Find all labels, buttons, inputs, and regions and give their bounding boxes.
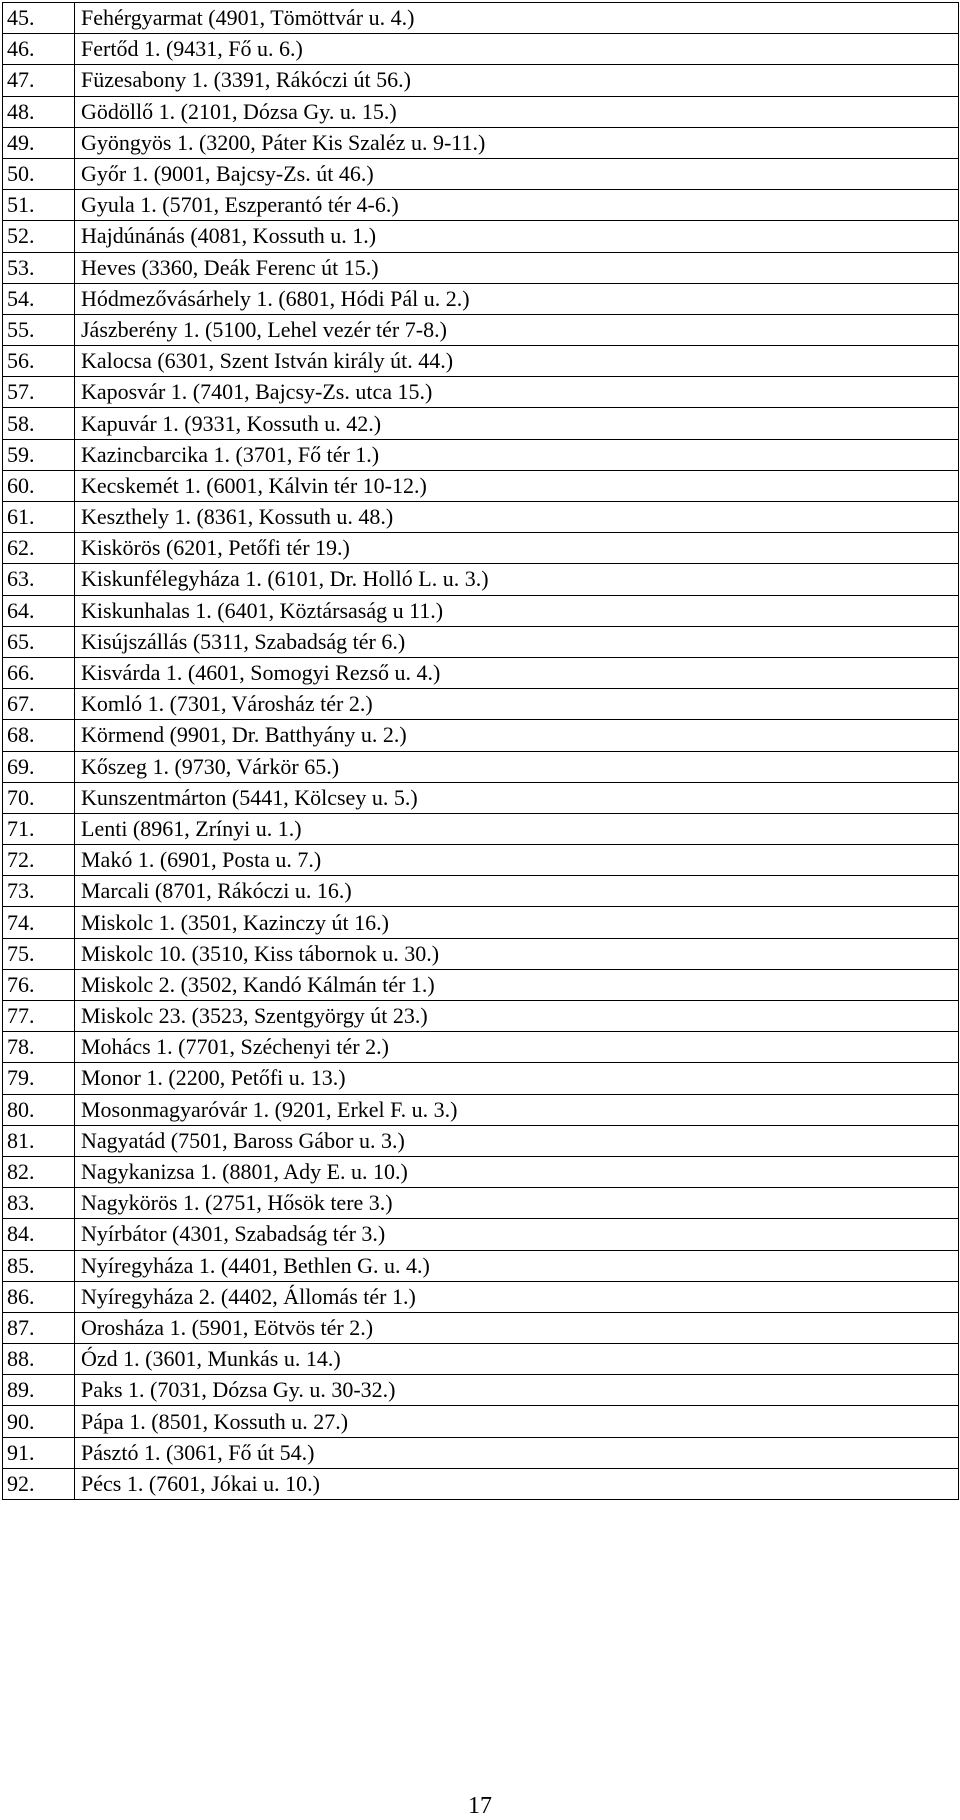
row-address: Orosháza 1. (5901, Eötvös tér 2.): [75, 1312, 959, 1343]
row-address: Kiskunfélegyháza 1. (6101, Dr. Holló L. u. 3.): [75, 564, 959, 595]
row-number: 89.: [3, 1375, 75, 1406]
row-address: Győr 1. (9001, Bajcsy-Zs. út 46.): [75, 158, 959, 189]
row-address: Nyírbátor (4301, Szabadság tér 3.): [75, 1219, 959, 1250]
row-address: Monor 1. (2200, Petőfi u. 13.): [75, 1063, 959, 1094]
row-address: Kiskunhalas 1. (6401, Köztársaság u 11.): [75, 595, 959, 626]
row-number: 45.: [3, 3, 75, 34]
row-number: 63.: [3, 564, 75, 595]
row-address: Kőszeg 1. (9730, Várkör 65.): [75, 751, 959, 782]
table-row: [3, 969, 959, 1000]
row-address: Keszthely 1. (8361, Kossuth u. 48.): [75, 502, 959, 533]
row-number: 65.: [3, 626, 75, 657]
row-address: Nagykanizsa 1. (8801, Ady E. u. 10.): [75, 1156, 959, 1187]
row-number: 87.: [3, 1312, 75, 1343]
row-address: Körmend (9901, Dr. Batthyány u. 2.): [75, 720, 959, 751]
table-row: [3, 3, 959, 34]
address-table-body: [3, 3, 959, 1500]
row-address: Heves (3360, Deák Ferenc út 15.): [75, 252, 959, 283]
row-address: Gyula 1. (5701, Eszperantó tér 4-6.): [75, 190, 959, 221]
row-number: 85.: [3, 1250, 75, 1281]
row-number: 82.: [3, 1156, 75, 1187]
row-address: Lenti (8961, Zrínyi u. 1.): [75, 813, 959, 844]
row-number: 68.: [3, 720, 75, 751]
row-address: Jászberény 1. (5100, Lehel vezér tér 7-8.): [75, 314, 959, 345]
row-address: Mohács 1. (7701, Széchenyi tér 2.): [75, 1032, 959, 1063]
table-row: [3, 502, 959, 533]
row-number: 75.: [3, 938, 75, 969]
row-number: 78.: [3, 1032, 75, 1063]
row-address: Miskolc 1. (3501, Kazinczy út 16.): [75, 907, 959, 938]
table-row: [3, 689, 959, 720]
table-row: [3, 657, 959, 688]
row-number: 76.: [3, 969, 75, 1000]
row-number: 92.: [3, 1468, 75, 1499]
row-number: 72.: [3, 845, 75, 876]
table-row: [3, 626, 959, 657]
row-address: Füzesabony 1. (3391, Rákóczi út 56.): [75, 65, 959, 96]
row-address: Hódmezővásárhely 1. (6801, Hódi Pál u. 2.): [75, 283, 959, 314]
row-address: Kazincbarcika 1. (3701, Fő tér 1.): [75, 439, 959, 470]
row-address: Fehérgyarmat (4901, Tömöttvár u. 4.): [75, 3, 959, 34]
row-address: Kisvárda 1. (4601, Somogyi Rezső u. 4.): [75, 657, 959, 688]
table-row: [3, 408, 959, 439]
row-number: 71.: [3, 813, 75, 844]
row-address: Kalocsa (6301, Szent István király út. 44.): [75, 346, 959, 377]
row-address: Makó 1. (6901, Posta u. 7.): [75, 845, 959, 876]
row-number: 77.: [3, 1001, 75, 1032]
table-row: [3, 1001, 959, 1032]
row-number: 74.: [3, 907, 75, 938]
table-row: [3, 1344, 959, 1375]
row-address: Gyöngyös 1. (3200, Páter Kis Szaléz u. 9-11.): [75, 127, 959, 158]
row-address: Pápa 1. (8501, Kossuth u. 27.): [75, 1406, 959, 1437]
row-number: 46.: [3, 34, 75, 65]
row-number: 70.: [3, 782, 75, 813]
row-address: Paks 1. (7031, Dózsa Gy. u. 30-32.): [75, 1375, 959, 1406]
row-number: 57.: [3, 377, 75, 408]
table-row: [3, 34, 959, 65]
row-number: 59.: [3, 439, 75, 470]
row-number: 90.: [3, 1406, 75, 1437]
row-number: 86.: [3, 1281, 75, 1312]
row-address: Hajdúnánás (4081, Kossuth u. 1.): [75, 221, 959, 252]
row-number: 66.: [3, 657, 75, 688]
row-address: Fertőd 1. (9431, Fő u. 6.): [75, 34, 959, 65]
row-number: 52.: [3, 221, 75, 252]
table-row: [3, 564, 959, 595]
table-row: [3, 127, 959, 158]
row-number: 73.: [3, 876, 75, 907]
table-row: [3, 1063, 959, 1094]
table-row: [3, 377, 959, 408]
row-address: Kisújszállás (5311, Szabadság tér 6.): [75, 626, 959, 657]
page-number: 17: [468, 1793, 492, 1819]
row-number: 69.: [3, 751, 75, 782]
row-address: Miskolc 2. (3502, Kandó Kálmán tér 1.): [75, 969, 959, 1000]
table-row: [3, 533, 959, 564]
table-row: [3, 1281, 959, 1312]
row-address: Kapuvár 1. (9331, Kossuth u. 42.): [75, 408, 959, 439]
row-number: 56.: [3, 346, 75, 377]
table-row: [3, 96, 959, 127]
table-row: [3, 1032, 959, 1063]
row-number: 55.: [3, 314, 75, 345]
table-row: [3, 845, 959, 876]
row-number: 49.: [3, 127, 75, 158]
row-number: 54.: [3, 283, 75, 314]
table-row: [3, 1156, 959, 1187]
row-number: 88.: [3, 1344, 75, 1375]
row-address: Pécs 1. (7601, Jókai u. 10.): [75, 1468, 959, 1499]
row-number: 84.: [3, 1219, 75, 1250]
table-row: [3, 1375, 959, 1406]
row-number: 60.: [3, 470, 75, 501]
row-address: Kaposvár 1. (7401, Bajcsy-Zs. utca 15.): [75, 377, 959, 408]
table-row: [3, 1250, 959, 1281]
table-row: [3, 283, 959, 314]
row-number: 62.: [3, 533, 75, 564]
table-row: [3, 158, 959, 189]
row-address: Mosonmagyaróvár 1. (9201, Erkel F. u. 3.): [75, 1094, 959, 1125]
table-row: [3, 1468, 959, 1499]
table-row: [3, 1125, 959, 1156]
row-number: 61.: [3, 502, 75, 533]
row-number: 80.: [3, 1094, 75, 1125]
table-row: [3, 314, 959, 345]
table-row: [3, 221, 959, 252]
table-row: [3, 1437, 959, 1468]
table-row: [3, 782, 959, 813]
row-address: Nagykörös 1. (2751, Hősök tere 3.): [75, 1188, 959, 1219]
row-number: 53.: [3, 252, 75, 283]
row-number: 50.: [3, 158, 75, 189]
row-address: Gödöllő 1. (2101, Dózsa Gy. u. 15.): [75, 96, 959, 127]
table-row: [3, 65, 959, 96]
table-row: [3, 751, 959, 782]
row-address: Marcali (8701, Rákóczi u. 16.): [75, 876, 959, 907]
row-number: 83.: [3, 1188, 75, 1219]
row-address: Nyíregyháza 1. (4401, Bethlen G. u. 4.): [75, 1250, 959, 1281]
table-row: [3, 595, 959, 626]
row-number: 67.: [3, 689, 75, 720]
row-number: 48.: [3, 96, 75, 127]
table-row: [3, 720, 959, 751]
row-number: 91.: [3, 1437, 75, 1468]
row-number: 51.: [3, 190, 75, 221]
row-address: Nyíregyháza 2. (4402, Állomás tér 1.): [75, 1281, 959, 1312]
table-row: [3, 252, 959, 283]
table-row: [3, 346, 959, 377]
table-row: [3, 938, 959, 969]
table-row: [3, 1312, 959, 1343]
table-row: [3, 470, 959, 501]
row-number: 47.: [3, 65, 75, 96]
table-row: [3, 876, 959, 907]
table-row: [3, 1219, 959, 1250]
row-number: 81.: [3, 1125, 75, 1156]
table-row: [3, 1188, 959, 1219]
table-row: [3, 907, 959, 938]
row-address: Pásztó 1. (3061, Fő út 54.): [75, 1437, 959, 1468]
row-address: Miskolc 10. (3510, Kiss tábornok u. 30.): [75, 938, 959, 969]
row-address: Nagyatád (7501, Baross Gábor u. 3.): [75, 1125, 959, 1156]
row-address: Kiskörös (6201, Petőfi tér 19.): [75, 533, 959, 564]
row-number: 64.: [3, 595, 75, 626]
row-number: 79.: [3, 1063, 75, 1094]
table-row: [3, 190, 959, 221]
row-address: Kunszentmárton (5441, Kölcsey u. 5.): [75, 782, 959, 813]
table-row: [3, 1406, 959, 1437]
table-row: [3, 813, 959, 844]
row-address: Komló 1. (7301, Városház tér 2.): [75, 689, 959, 720]
address-table: [2, 2, 959, 1500]
row-address: Miskolc 23. (3523, Szentgyörgy út 23.): [75, 1001, 959, 1032]
row-address: Kecskemét 1. (6001, Kálvin tér 10-12.): [75, 470, 959, 501]
row-address: Ózd 1. (3601, Munkás u. 14.): [75, 1344, 959, 1375]
row-number: 58.: [3, 408, 75, 439]
table-row: [3, 1094, 959, 1125]
table-row: [3, 439, 959, 470]
